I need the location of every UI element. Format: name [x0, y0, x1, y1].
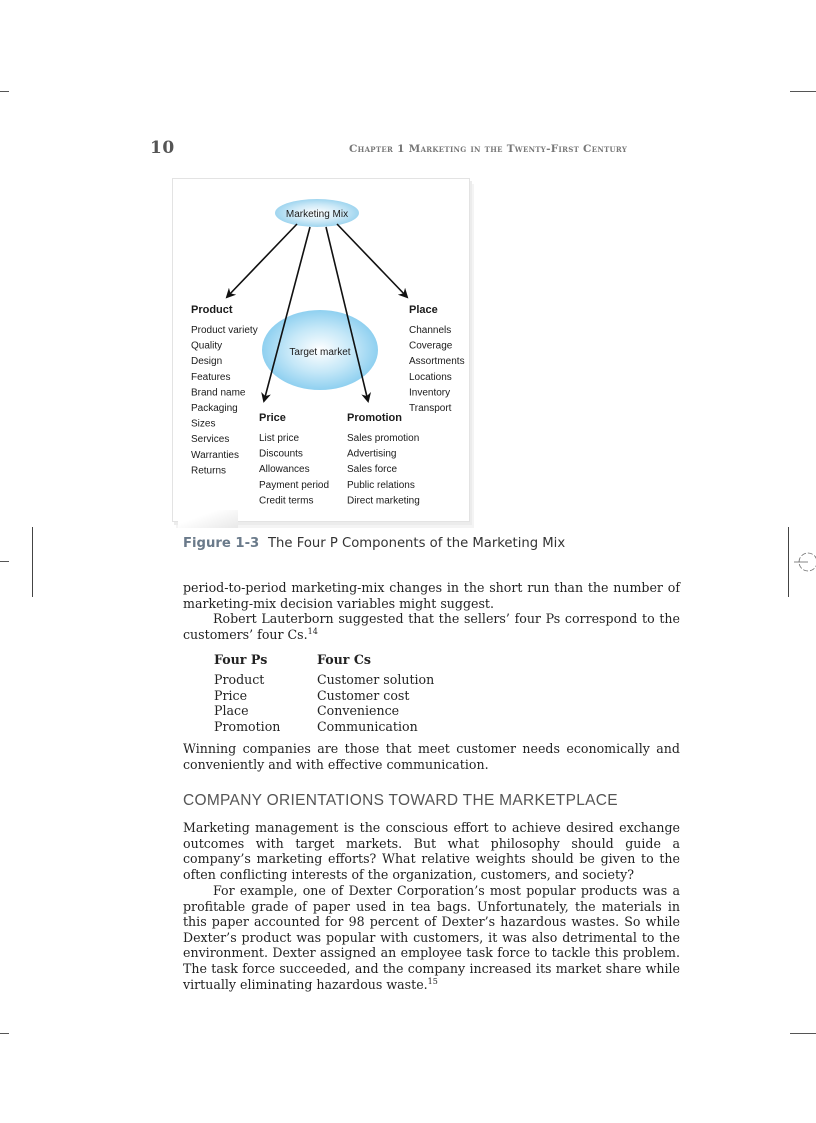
product-item: Product variety: [191, 325, 258, 336]
footnote-ref: 15: [427, 976, 438, 986]
table-row: [214, 719, 434, 735]
crop-mark: [790, 91, 816, 92]
place-group: [409, 304, 465, 414]
product-item: Quality: [191, 340, 223, 352]
table-cell: Customer cost: [317, 687, 410, 703]
paragraph-text: Robert Lauterborn suggested that the sellers’ four Ps correspond to the customers’ four Cs.: [183, 611, 680, 642]
promotion-group: [347, 412, 420, 506]
figure-label: Figure 1-3: [183, 536, 260, 551]
register-line: [32, 527, 33, 597]
table-row: [214, 703, 434, 719]
table-cell: Price: [214, 687, 248, 703]
promotion-item: Direct marketing: [347, 495, 420, 507]
crop-mark: [0, 1033, 9, 1034]
target-market-label: Target market: [289, 347, 351, 358]
price-item: Discounts: [259, 448, 303, 460]
place-title: Place: [409, 304, 438, 316]
running-head: Chapter 1 Marketing in the Twenty-First Century: [349, 143, 628, 155]
arrow-to-product: [227, 224, 297, 297]
price-item: Allowances: [259, 464, 310, 476]
product-item: Services: [191, 434, 230, 446]
paragraph-text: period-to-period marketing-mix changes in the short run than the number of marketing-mix decision variables might suggest.: [183, 580, 680, 611]
promotion-item: Advertising: [347, 448, 397, 460]
marketing-mix-label: Marketing Mix: [285, 209, 349, 220]
body-paragraph: [183, 580, 680, 611]
crop-mark: [0, 91, 9, 92]
place-item: Transport: [409, 403, 452, 414]
paragraph-text: Winning companies are those that meet customer needs economically and conveniently and with effective communication.: [183, 741, 680, 772]
table-cell: Product: [214, 672, 265, 688]
table-header-row: [214, 652, 434, 672]
price-item: Payment period: [259, 479, 330, 491]
table-row: [214, 688, 434, 704]
product-group: [191, 304, 258, 476]
body-paragraph: [183, 820, 680, 882]
promotion-item: Sales promotion: [347, 433, 420, 444]
product-item: Brand name: [191, 387, 246, 399]
crop-mark: [0, 561, 9, 562]
product-item: Returns: [191, 465, 227, 477]
place-item: Locations: [409, 371, 452, 383]
price-item: List price: [259, 433, 300, 444]
price-item: Credit terms: [259, 495, 314, 507]
price-group: [259, 412, 329, 506]
product-item: Sizes: [191, 418, 216, 430]
place-item: Assortments: [409, 356, 465, 368]
table-header: Four Ps: [214, 652, 268, 667]
product-item: Warranties: [191, 449, 239, 461]
arrow-to-place: [337, 224, 407, 297]
body-paragraph: [183, 741, 680, 772]
figure-caption: The Four P Components of the Marketing Mix: [268, 536, 566, 551]
place-item: Channels: [409, 325, 452, 336]
product-item: Features: [191, 371, 231, 383]
promotion-item: Sales force: [347, 464, 398, 476]
product-item: Packaging: [191, 403, 238, 414]
paragraph-text: Marketing management is the conscious effort to achieve desired exchange outcomes with target markets. But what philosophy should guide a company’s marketing efforts? What relative weights should be given to the often conflicting interests of the organization, customers, and society?: [183, 820, 680, 882]
crop-mark: [790, 1033, 816, 1034]
table-row: [214, 672, 434, 688]
paragraph-text: For example, one of Dexter Corporation’s most popular products was a profitable grade of paper used in tea bags. Unfortunately, the materials in this paper accounted for 98 percent of Dexter’s hazardous wastes. So while Dexter’s product was popular with customers, it was also detrimental to the environment. Dexter assigned an employee task force to tackle this problem. The task force succeeded, and the company increased its market share while virtually eliminating hazardous waste.: [183, 883, 680, 992]
table-header: Four Cs: [317, 652, 371, 667]
table-cell: Place: [214, 703, 249, 719]
table-cell: Promotion: [214, 719, 281, 735]
page-number: 10: [150, 138, 175, 158]
four-ps-four-cs-table: [214, 652, 434, 734]
promotion-title: Promotion: [347, 412, 402, 424]
section-heading: COMPANY ORIENTATIONS TOWARD THE MARKETPLACE: [183, 792, 618, 809]
promotion-item: Public relations: [347, 479, 415, 491]
footnote-ref: 14: [307, 626, 318, 636]
body-paragraph: [183, 883, 680, 992]
product-item: Design: [191, 356, 223, 368]
place-item: Coverage: [409, 340, 453, 352]
table-cell: Communication: [317, 719, 418, 735]
body-paragraph: [183, 611, 680, 642]
registration-mark: [794, 550, 816, 574]
table-cell: Convenience: [317, 703, 400, 719]
marketing-mix-diagram: [172, 178, 468, 520]
register-line: [788, 527, 789, 597]
place-item: Inventory: [409, 387, 451, 399]
table-cell: Customer solution: [317, 672, 435, 688]
price-title: Price: [259, 412, 286, 424]
product-title: Product: [191, 304, 233, 316]
